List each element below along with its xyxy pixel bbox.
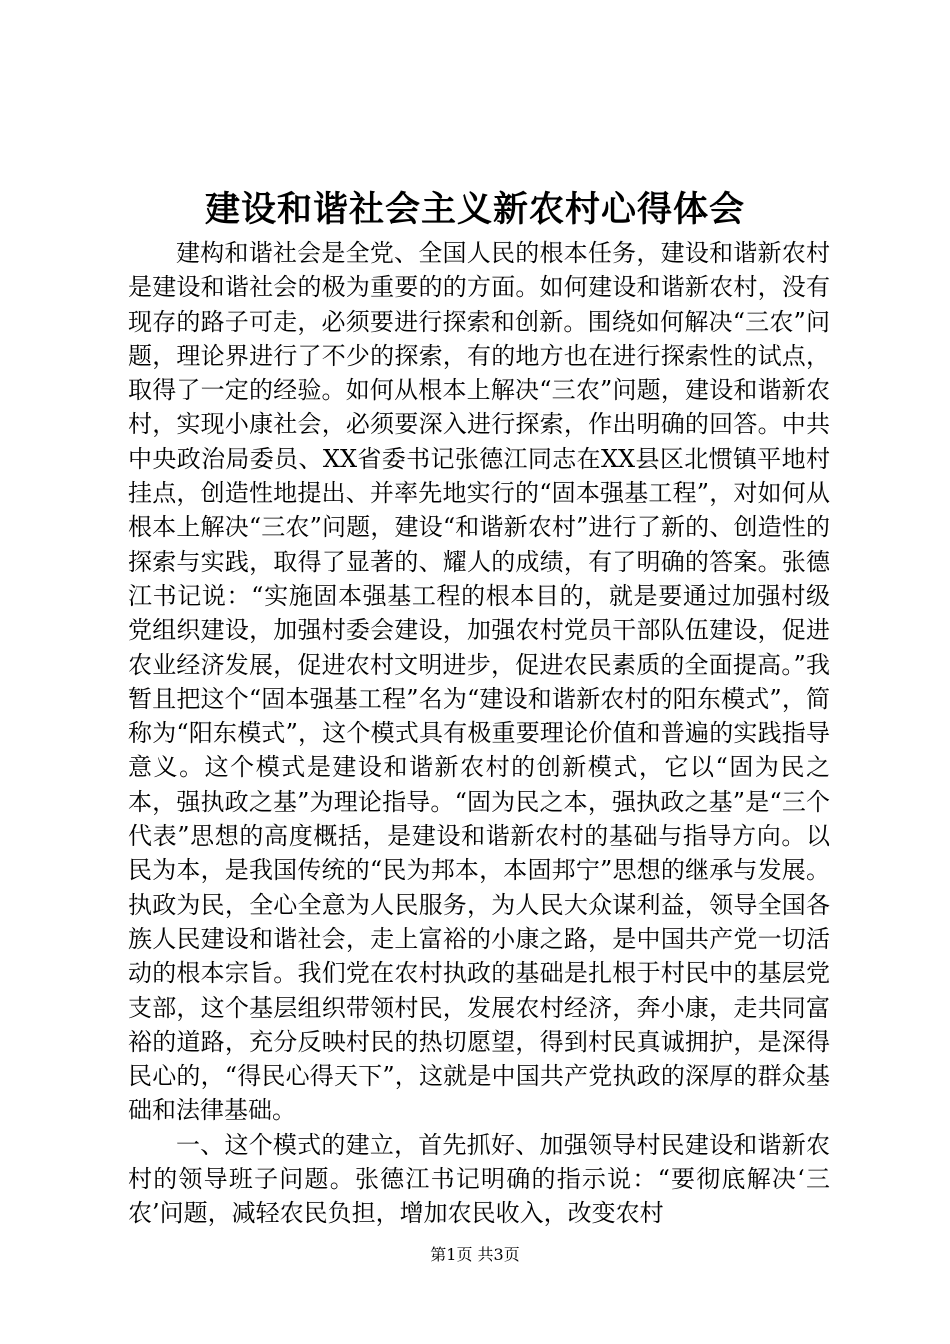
- paragraph: 一、这个模式的建立，首先抓好、加强领导村民建设和谐新农村的领导班子问题。张德江书记明确的指示说：“要彻底解决‘三农’问题，减轻农民负担，增加农民收入，改变农村: [128, 1130, 830, 1228]
- document-title: 建设和谐社会主义新农村心得体会: [204, 189, 745, 230]
- document-body: [128, 236, 830, 1231]
- paragraph: 建构和谐社会是全党、全国人民的根本任务，建设和谐新农村是建设和谐社会的极为重要的的方面。如何建设和谐新农村，没有现存的路子可走，必须要进行探索和创新。围绕如何解决“三农”问题，理论界进行了不少的探索，有的地方也在进行探索性的试点，取得了一定的经验。如何从根本上解决“三农”问题，建设和谐新农村，实现小康社会，必须要深入进行探索，作出明确的回答。中共中央政治局委员、XX省委书记张德江同志在XX县区北惯镇平地村挂点，创造性地提出、并率先地实行的“固本强基工程”，对如何从根本上解决“三农”问题，建设“和谐新农村”进行了新的、创造性的探索与实践，取得了显著的、耀人的成绩，有了明确的答案。张德江书记说：“实施固本强基工程的根本目的，就是要通过加强村级党组织建设，加强村委会建设，加强农村党员干部队伍建设，促进农业经济发展，促进农村文明进步，促进农民素质的全面提高。”我暂且把这个“固本强基工程”名为“建设和谐新农村的阳东模式”，简称为“阳东模式”，这个模式具有极重要理论价值和普遍的实践指导意义。这个模式是建设和谐新农村的创新模式，它以“固为民之本，强执政之基”为理论指导。“固为民之本，强执政之基”是“三个代表”思想的高度概括，是建设和谐新农村的基础与指导方向。以民为本，是我国传统的“民为邦本，本固邦宁”思想的继承与发展。执政为民，全心全意为人民服务，为人民大众谋利益，领导全国各族人民建设和谐社会，走上富裕的小康之路，是中国共产党一切活动的根本宗旨。我们党在农村执政的基础是扎根于村民中的基层党支部，这个基层组织带领村民，发展农村经济，奔小康，走共同富裕的道路，充分反映村民的热切愿望，得到村民真诚拥护，是深得民心的，“得民心得天下”，这就是中国共产党执政的深厚的群众基础和法律基础。: [128, 239, 830, 1125]
- page-footer: 第1页 共3页: [430, 1245, 520, 1264]
